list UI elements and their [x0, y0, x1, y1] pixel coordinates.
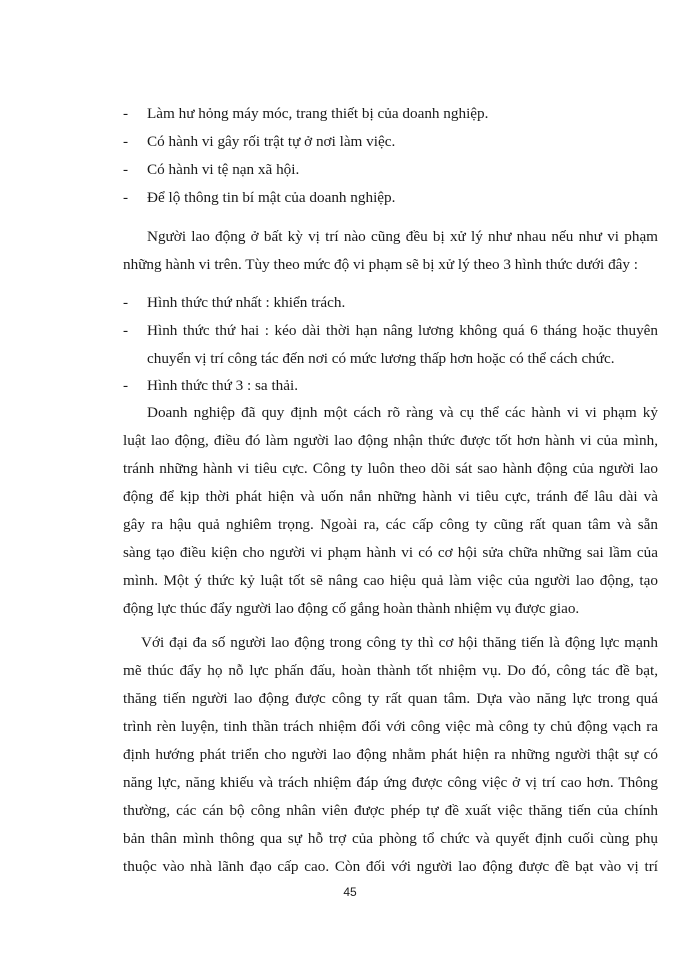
paragraph-line: trình rèn luyện, tinh thần trách nhiệm đối với công việc mà công ty chủ động vạch ra — [123, 718, 658, 735]
paragraph-line: Người lao động ở bất kỳ vị trí nào cũng đều bị xử lý như nhau nếu như vi phạm — [147, 228, 658, 245]
bullet-marker: - — [123, 133, 129, 150]
bullet-marker: - — [123, 294, 129, 311]
paragraph-line: sàng tạo điều kiện cho người vi phạm hành vi có cơ hội sửa chữa những sai lầm của — [123, 544, 658, 561]
paragraph-line: bản thân mình thông qua sự hỗ trợ của phòng tổ chức và quyết định cuối cùng phụ — [123, 830, 658, 847]
paragraph-line: thuộc vào nhà lãnh đạo cấp cao. Còn đối với người lao động được đề bạt vào vị trí — [123, 858, 658, 875]
paragraph-line: năng lực, năng khiếu và trách nhiệm đáp ứng được công việc ở vị trí cao hơn. Thông — [123, 774, 658, 791]
paragraph-line: tránh những hành vi tiêu cực. Công ty luôn theo dõi sát sao hành động của người lao — [123, 460, 658, 477]
paragraph-line: thường, các cán bộ công nhân viên được phép tự đề xuất việc thăng tiến của chính — [123, 802, 658, 819]
paragraph-line: định hướng phát triển cho người lao động nhằm phát hiện ra những người thật sự có — [123, 746, 658, 763]
page-number: 45 — [343, 885, 357, 899]
list-item: Làm hư hỏng máy móc, trang thiết bị của doanh nghiệp. — [147, 105, 489, 122]
list-item: Để lộ thông tin bí mật của doanh nghiệp. — [147, 189, 396, 206]
list-item-continuation: chuyển vị trí công tác đến nơi có mức lương thấp hơn hoặc có thể cách chức. — [147, 350, 615, 367]
list-item: Hình thức thứ nhất : khiển trách. — [147, 294, 346, 311]
paragraph-line: Với đại đa số người lao động trong công ty thì cơ hội thăng tiến là động lực mạnh — [141, 634, 658, 651]
paragraph-line: mình. Một ý thức kỷ luật tốt sẽ nâng cao hiệu quả làm việc của người lao động, tạo — [123, 572, 658, 589]
list-item: Có hành vi tệ nạn xã hội. — [147, 161, 300, 178]
bullet-marker: - — [123, 377, 129, 394]
bullet-marker: - — [123, 105, 129, 122]
bullet-marker: - — [123, 161, 129, 178]
bullet-marker: - — [123, 189, 129, 206]
list-item: Hình thức thứ hai : kéo dài thời hạn nâng lương không quá 6 tháng hoặc thuyên — [147, 322, 658, 339]
paragraph-line: gây ra hậu quả nghiêm trọng. Ngoài ra, các cấp công ty cũng rất quan tâm và sẵn — [123, 516, 658, 533]
paragraph-line: thăng tiến người lao động được công ty rất quan tâm. Dựa vào năng lực trong quá — [123, 690, 658, 707]
paragraph-line: luật lao động, điều đó làm người lao động nhận thức được tốt hơn hành vi của mình, — [123, 432, 658, 449]
paragraph-line: Doanh nghiệp đã quy định một cách rõ ràng và cụ thể các hành vi vi phạm kỷ — [147, 404, 658, 421]
paragraph-line: những hành vi trên. Tùy theo mức độ vi phạm sẽ bị xử lý theo 3 hình thức dưới đây : — [123, 256, 639, 273]
paragraph-line: động lực thúc đẩy người lao động cố gắng hoàn thành nhiệm vụ được giao. — [123, 600, 580, 617]
list-item: Có hành vi gây rối trật tự ở nơi làm việc. — [147, 133, 396, 150]
paragraph-line: động để kịp thời phát hiện và uốn nắn những hành vi tiêu cực, tránh để lâu dài và — [123, 488, 658, 505]
list-item: Hình thức thứ 3 : sa thải. — [147, 377, 299, 394]
bullet-marker: - — [123, 322, 129, 339]
paragraph-line: mẽ thúc đẩy họ nỗ lực phấn đấu, hoàn thành tốt nhiệm vụ. Do đó, công tác đề bạt, — [123, 662, 658, 679]
